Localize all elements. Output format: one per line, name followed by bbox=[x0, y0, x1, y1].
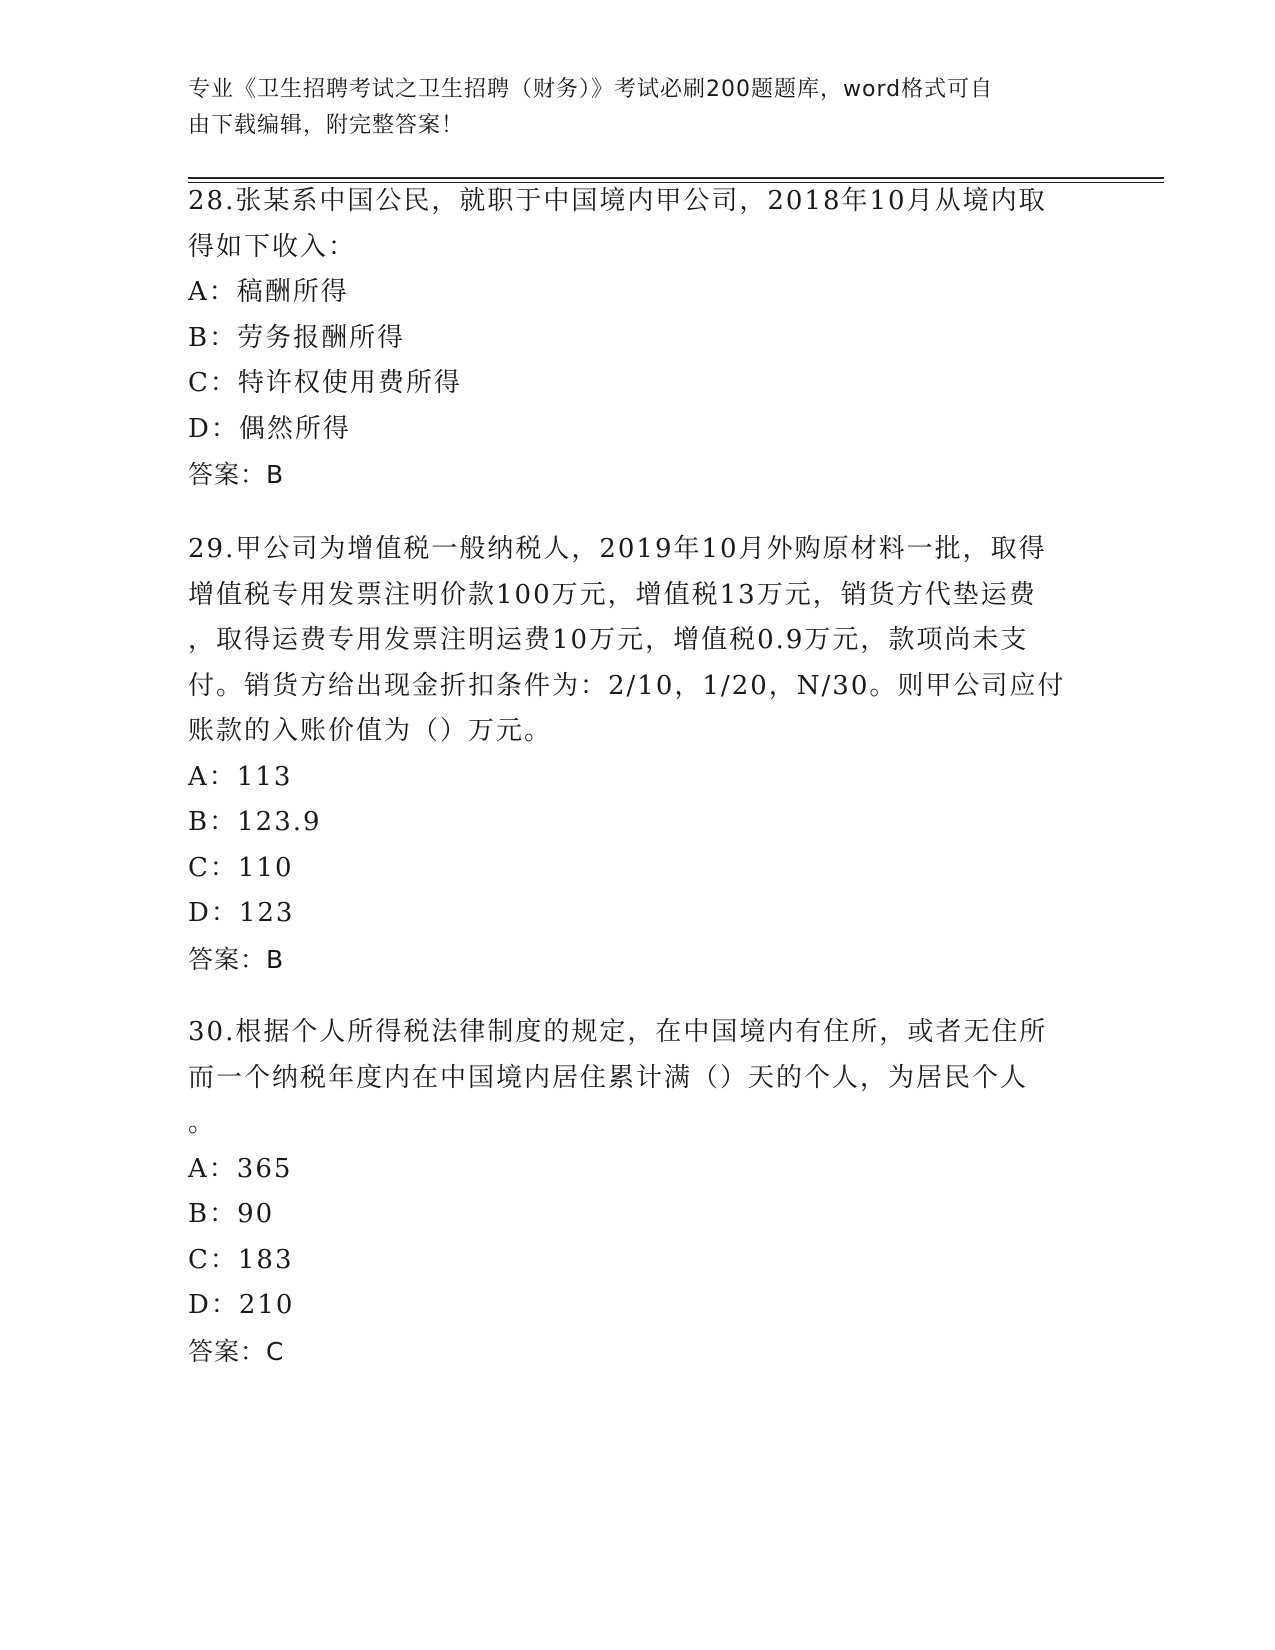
stem-line: 得如下收入： bbox=[188, 231, 357, 262]
stem-line: 账款的入账价值为（）万元。 bbox=[188, 716, 553, 746]
answer: 答案：B bbox=[188, 460, 285, 489]
stem-line: ，取得运费专用发票注明运费10万元，增值税0.9万元，款项尚未支 bbox=[188, 625, 1029, 655]
option-c: C：特许权使用费所得 bbox=[188, 368, 462, 398]
header-line-1: 专业《卫生招聘考试之卫生招聘（财务）》考试必刷200题题库，word格式可自 bbox=[188, 77, 994, 102]
option-d: D：123 bbox=[188, 898, 295, 928]
question-28 bbox=[188, 179, 1088, 498]
option-a: A：113 bbox=[188, 761, 293, 792]
stem-line: 28.张某系中国公民，就职于中国境内甲公司，2018年10月从境内取 bbox=[188, 186, 1047, 216]
question-stem bbox=[188, 527, 1088, 755]
option-c: C：183 bbox=[188, 1244, 294, 1275]
option-a: A：365 bbox=[188, 1153, 293, 1184]
stem-line: 增值税专用发票注明价款100万元，增值税13万元，销货方代垫运费 bbox=[188, 579, 1037, 610]
header-line-2: 由下载编辑，附完整答案！ bbox=[188, 113, 465, 138]
option-b: B：劳务报酬所得 bbox=[188, 322, 406, 353]
question-stem bbox=[188, 179, 1088, 270]
option-a: A：稿酬所得 bbox=[188, 277, 349, 307]
option-d: D：偶然所得 bbox=[188, 413, 351, 444]
answer: 答案：B bbox=[188, 944, 285, 974]
option-d: D：210 bbox=[188, 1290, 295, 1320]
question-30 bbox=[188, 1010, 1088, 1374]
option-b: B：123.9 bbox=[188, 807, 322, 837]
question-29 bbox=[188, 527, 1088, 982]
stem-line: 30.根据个人所得税法律制度的规定，在中国境内有住所，或者无住所 bbox=[188, 1017, 1048, 1047]
answer: 答案：C bbox=[188, 1336, 285, 1366]
stem-line: 付。销货方给出现金折扣条件为：2/10，1/20，N/30。则甲公司应付 bbox=[188, 670, 1066, 701]
document-header bbox=[188, 72, 1068, 144]
stem-line: 29.甲公司为增值税一般纳税人，2019年10月外购原材料一批，取得 bbox=[188, 534, 1047, 564]
option-b: B：90 bbox=[188, 1199, 275, 1229]
option-c: C：110 bbox=[188, 852, 294, 883]
question-stem bbox=[188, 1010, 1088, 1147]
stem-line: 。 bbox=[188, 1108, 217, 1138]
stem-line: 而一个纳税年度内在中国境内居住累计满（）天的个人，为居民个人 bbox=[188, 1062, 1029, 1093]
